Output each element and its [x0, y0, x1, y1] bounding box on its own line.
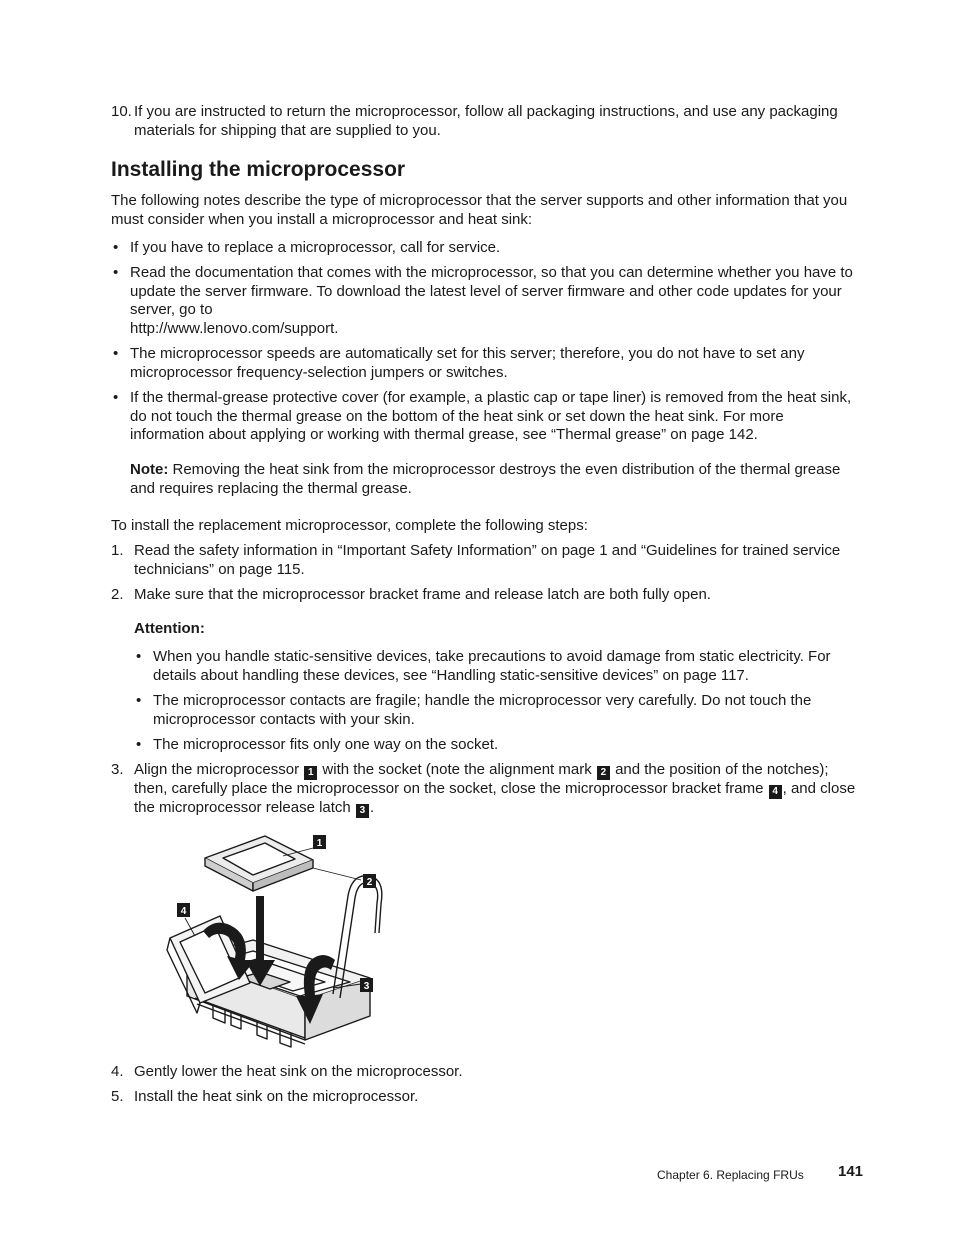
microprocessor-illustration — [165, 828, 385, 1058]
steps-intro: To install the replacement microprocessor, complete the following steps: — [111, 517, 588, 534]
bullet-glyph: • — [136, 648, 142, 665]
step-text: Align the microprocessor 1 with the socket (note the alignment mark 2 and the position of the notches); then, carefully place the microprocessor on the socket, close the microprocessor bracket frame 4 , and close the microprocessor release latch 3 . — [134, 761, 856, 816]
step-number: 2. — [111, 586, 124, 603]
attention-bullet-1 — [134, 648, 861, 685]
step-5 — [111, 1088, 861, 1107]
footer-chapter: Chapter 6. Replacing FRUs — [657, 1168, 804, 1182]
attention-bullet-2 — [134, 692, 861, 729]
note-block — [130, 461, 861, 498]
bullet-glyph: • — [113, 389, 119, 406]
step-text: Read the safety information in “Important Safety Information” on page 1 and “Guidelines for trained service technicians” on page 115. — [134, 542, 841, 578]
note-bullet-4 — [111, 389, 861, 445]
bullet-glyph: • — [113, 345, 119, 362]
callout-1: 1 — [304, 766, 317, 780]
figure-callout-4 — [177, 903, 190, 917]
svg-text:4: 4 — [180, 906, 187, 917]
bullet-text: The microprocessor fits only one way on the socket. — [153, 736, 499, 753]
step-number: 1. — [111, 542, 124, 559]
callout-2: 2 — [597, 766, 610, 780]
note-bullet-2 — [111, 264, 861, 338]
support-link[interactable]: http://www.lenovo.com/support. — [130, 319, 339, 337]
bullet-text: If you have to replace a microprocessor, call for service. — [130, 239, 501, 256]
step-2 — [111, 586, 861, 605]
bullet-text: The microprocessor speeds are automatically set for this server; therefore, you do not have to set any microprocessor frequency-selection jumpers or switches. — [130, 345, 805, 381]
step-number: 3. — [111, 761, 124, 778]
bullet-text: Read the documentation that comes with the microprocessor, so that you can determine whether you have to update the server firmware. To download the latest level of server firmware and other code updates for your server, go to — [130, 264, 853, 318]
bullet-glyph: • — [113, 239, 119, 256]
attention-label: Attention: — [134, 620, 205, 637]
step-text: Gently lower the heat sink on the microprocessor. — [134, 1063, 463, 1080]
callout-4: 4 — [769, 785, 782, 799]
attention-bullet-3 — [134, 736, 861, 755]
bullet-glyph: • — [113, 264, 119, 281]
callout-3: 3 — [356, 804, 369, 818]
svg-text:1: 1 — [316, 838, 323, 849]
bullet-glyph: • — [136, 736, 142, 753]
microprocessor-install-figure — [165, 828, 385, 1058]
svg-text:2: 2 — [366, 877, 373, 888]
step-number: 5. — [111, 1088, 124, 1105]
note-label: Note: — [130, 461, 169, 478]
step-1 — [111, 542, 861, 579]
svg-text:3: 3 — [363, 981, 370, 992]
bullet-text: If the thermal-grease protective cover (for example, a plastic cap or tape liner) is removed from the heat sink, do not touch the thermal grease on the bottom of the heat sink or set down the heat sink. For more information about applying or working with thermal grease, see “Thermal grease” on page 142. — [130, 389, 852, 443]
note-text: Removing the heat sink from the microprocessor destroys the even distribution of the thermal grease and requires replacing the thermal grease. — [130, 461, 841, 497]
bullet-text: When you handle static-sensitive devices, take precautions to avoid damage from static electricity. For details about handling these devices, see “Handling static-sensitive devices” on page 117. — [153, 648, 831, 684]
note-bullet-3 — [111, 345, 861, 382]
bullet-glyph: • — [136, 692, 142, 709]
figure-callout-1 — [313, 835, 326, 849]
figure-callout-2 — [363, 874, 376, 888]
figure-callout-3 — [360, 978, 373, 992]
bullet-text: The microprocessor contacts are fragile; handle the microprocessor very carefully. Do not touch the microprocessor contacts with your skin. — [153, 692, 812, 728]
step-text: Install the heat sink on the microprocessor. — [134, 1088, 419, 1105]
step-text: Make sure that the microprocessor bracket frame and release latch are both fully open. — [134, 586, 711, 603]
step-10 — [111, 103, 861, 140]
intro-paragraph: The following notes describe the type of microprocessor that the server supports and other information that you must consider when you install a microprocessor and heat sink: — [111, 192, 848, 228]
step-number: 4. — [111, 1063, 124, 1080]
step-number: 10. — [111, 103, 132, 120]
section-heading: Installing the microprocessor — [111, 158, 406, 181]
footer-page-number: 141 — [838, 1163, 864, 1180]
step-3 — [111, 761, 861, 818]
step-4 — [111, 1063, 861, 1082]
note-bullet-1 — [111, 239, 861, 258]
step-text: If you are instructed to return the microprocessor, follow all packaging instructions, and use any packaging materials for shipping that are supplied to you. — [134, 103, 838, 139]
